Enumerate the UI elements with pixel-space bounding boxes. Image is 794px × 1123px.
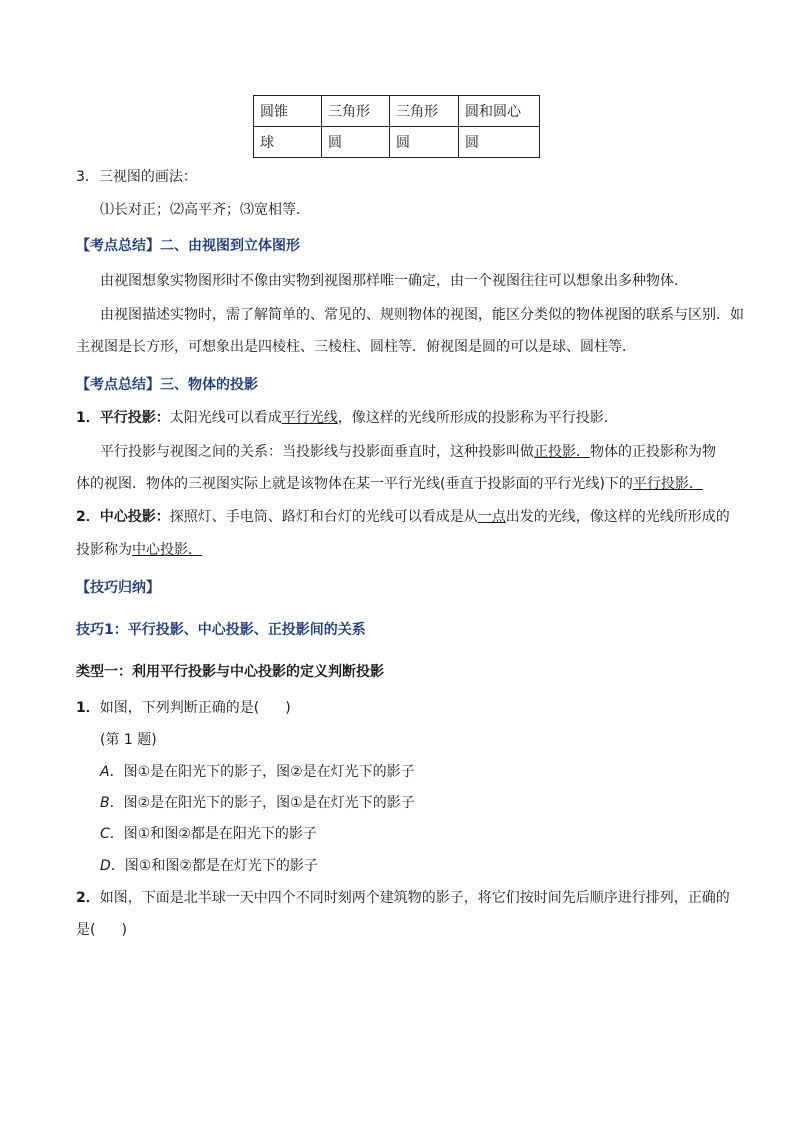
- question-2-continued: [76, 920, 127, 940]
- option-letter: A: [100, 764, 110, 780]
- table-cell: 圆: [459, 127, 540, 158]
- option-text: ．图②是在阳光下的影子，图①是在灯光下的影子: [109, 795, 415, 811]
- text: ): [121, 922, 127, 938]
- paragraph: 主视图是长方形，可想象出是四棱柱、三棱柱、圆柱等．俯视图是圆的可以是球、圆柱等．: [76, 339, 636, 355]
- underlined-term: 一点: [477, 509, 506, 525]
- text: 平行投影与视图之间的关系：当投影线与投影面垂直时，这种投影叫做: [100, 444, 534, 460]
- heading-skills: 【技巧归纳】: [76, 580, 160, 596]
- underlined-term: 中心投影．: [132, 542, 202, 558]
- option-letter: D: [100, 858, 111, 874]
- option-b: [100, 793, 415, 813]
- table-row: [254, 96, 540, 127]
- heading-projection: 【考点总结】三、物体的投影: [76, 377, 258, 393]
- question-2: [76, 888, 730, 908]
- paragraph: [76, 540, 202, 560]
- table-cell: 圆: [390, 127, 459, 158]
- text: 物体的正投影称为物: [590, 444, 716, 460]
- question-1: [76, 698, 291, 718]
- table-cell: 三角形: [390, 96, 459, 127]
- skill-1-title: 技巧1：平行投影、中心投影、正投影间的关系: [76, 622, 366, 638]
- text: 体的视图．物体的三视图实际上就是该物体在某一平行光线(垂直于投影面的平行光线)下的: [76, 476, 633, 492]
- table-cell: 球: [254, 127, 322, 158]
- text: 出发的光线，像这样的光线所形成的: [505, 509, 730, 525]
- option-d: [100, 856, 318, 876]
- table-cell: 圆: [322, 127, 390, 158]
- drawing-rule: ⑴长对正；⑵高平齐；⑶宽相等．: [100, 202, 310, 218]
- question-stem: 如图，下列判断正确的是(: [99, 700, 260, 716]
- text: 是(: [76, 922, 96, 938]
- paragraph: 由视图描述实物时，需了解简单的、常见的、规则物体的视图，能区分类似的物体视图的联系与区别．如: [100, 307, 744, 323]
- section-3-title: 3．三视图的画法：: [76, 169, 197, 185]
- paragraph: [100, 442, 716, 462]
- paragraph: [76, 474, 703, 494]
- underlined-term: 正投影．: [534, 444, 590, 460]
- option-a: [100, 762, 415, 782]
- text: ，像这样的光线所形成的投影称为平行投影．: [337, 410, 618, 426]
- central-projection-item: [76, 507, 730, 527]
- option-letter: C: [100, 826, 110, 842]
- text: 投影称为: [76, 542, 132, 558]
- type-1-title: 类型一：利用平行投影与中心投影的定义判断投影: [76, 664, 384, 680]
- table-cell: 圆锥: [254, 96, 322, 127]
- option-c: [100, 824, 317, 844]
- underlined-term: 平行光线: [281, 410, 338, 426]
- heading-views-to-solids: 【考点总结】二、由视图到立体图形: [76, 238, 300, 254]
- figure-caption: (第 1 题): [100, 732, 157, 748]
- text: 探照灯、手电筒、路灯和台灯的光线可以看成是从: [169, 509, 478, 525]
- option-letter: B: [100, 795, 110, 811]
- question-number: 1．: [76, 700, 100, 716]
- item-label: 2．中心投影：: [76, 509, 170, 525]
- views-table: [253, 95, 540, 158]
- item-label: 1．平行投影：: [76, 410, 170, 426]
- option-text: ．图①和图②都是在阳光下的影子: [109, 826, 317, 842]
- table-row: [254, 127, 540, 158]
- table-cell: 圆和圆心: [459, 96, 540, 127]
- underlined-term: 平行投影．: [632, 476, 703, 492]
- paragraph: 由视图想象实物图形时不像由实物到视图那样唯一确定，由一个视图往往可以想象出多种物体．: [100, 273, 688, 289]
- table-cell: 三角形: [322, 96, 390, 127]
- option-text: ．图①和图②都是在灯光下的影子: [110, 858, 318, 874]
- text: 太阳光线可以看成: [169, 410, 282, 426]
- option-text: ．图①是在阳光下的影子，图②是在灯光下的影子: [109, 764, 415, 780]
- question-stem: 如图，下面是北半球一天中四个不同时刻两个建筑物的影子，将它们按时间先后顺序进行排列，正确的: [99, 890, 730, 906]
- parallel-projection-item: [76, 408, 618, 428]
- text: ): [285, 700, 291, 716]
- question-number: 2．: [76, 890, 100, 906]
